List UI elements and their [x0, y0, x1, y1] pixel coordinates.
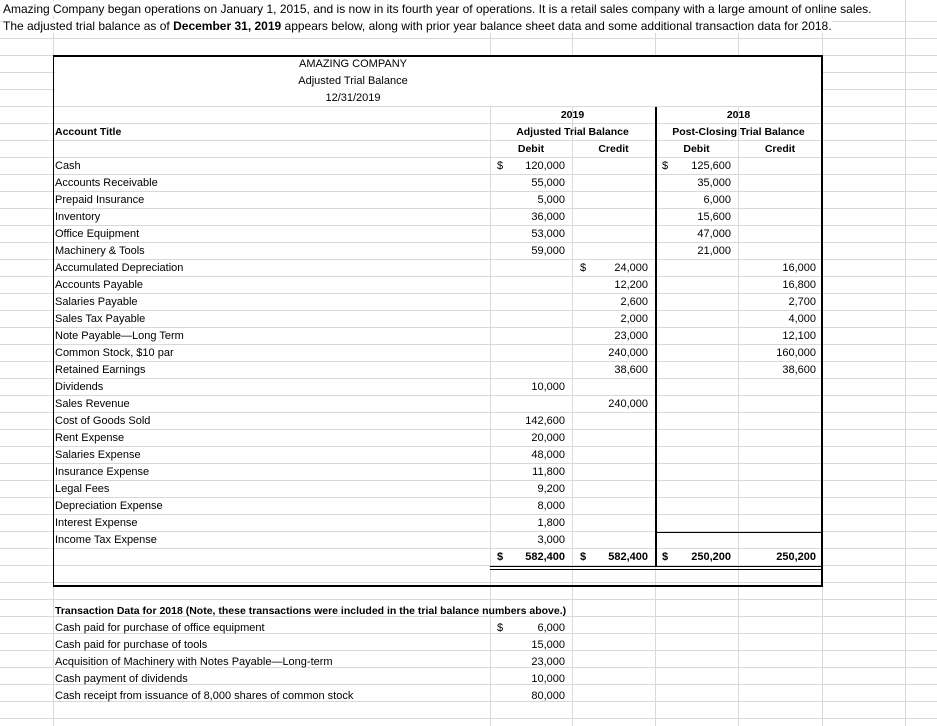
account-name: Accounts Payable [55, 279, 144, 291]
year-2018: 2018 [726, 109, 751, 121]
amount-c19: 2,000 [620, 313, 648, 325]
amount-c19: 240,000 [608, 398, 648, 410]
amount-c18: 16,800 [782, 279, 816, 291]
amount-d19: 8,000 [537, 500, 565, 512]
amount-c18: 38,600 [782, 364, 816, 376]
account-name: Legal Fees [55, 483, 110, 495]
amount-c18: 16,000 [782, 262, 816, 274]
transaction-amount: 23,000 [531, 656, 565, 668]
amount-c19: 12,200 [614, 279, 648, 291]
atb-header: Adjusted Trial Balance [516, 126, 629, 138]
account-name: Machinery & Tools [55, 245, 145, 257]
intro-text: The adjusted trial balance as of [3, 19, 174, 33]
account-name: Insurance Expense [55, 466, 150, 478]
total-c18: 250,200 [776, 551, 816, 563]
pctb-header: Post-Closing Trial Balance [672, 126, 805, 138]
amount-c19: 2,600 [620, 296, 648, 308]
dollar-sign: $ [580, 262, 587, 274]
amount-c19: 240,000 [608, 347, 648, 359]
transaction-label: Cash paid for purchase of tools [55, 639, 208, 651]
transaction-label: Cash payment of dividends [55, 673, 188, 685]
amount-d19: 53,000 [531, 228, 565, 240]
total-d18: 250,200 [691, 551, 731, 563]
account-name: Income Tax Expense [55, 534, 157, 546]
intro-line-1: Amazing Company began operations on January 1, 2015, and is now in its fourth year of operations. It is a retail sales company with a large amount of online sales. [3, 2, 872, 16]
transaction-amount: 15,000 [531, 639, 565, 651]
amount-d19: 48,000 [531, 449, 565, 461]
amount-d19: 20,000 [531, 432, 565, 444]
account-name: Cash [55, 160, 81, 172]
amount-c18: 160,000 [776, 347, 816, 359]
account-name: Prepaid Insurance [55, 194, 145, 206]
intro-date: December 31, 2019 [173, 19, 282, 33]
transaction-amount: 80,000 [531, 690, 565, 702]
amount-d18: 21,000 [697, 245, 731, 257]
report-date: 12/31/2019 [325, 92, 381, 104]
amount-d19: 3,000 [537, 534, 565, 546]
dollar-sign: $ [662, 160, 669, 172]
account-name: Common Stock, $10 par [55, 347, 174, 359]
amount-d19: 11,800 [532, 466, 565, 478]
amount-d19: 142,600 [525, 415, 565, 427]
report-title: Adjusted Trial Balance [298, 75, 408, 87]
intro-line-2 [3, 19, 832, 33]
amount-c18: 12,100 [782, 330, 816, 342]
account-name: Sales Tax Payable [55, 313, 146, 325]
dollar-sign: $ [580, 551, 587, 563]
amount-d19: 36,000 [531, 211, 565, 223]
transactions-title: Transaction Data for 2018 (Note, these transactions were included in the trial balance numbers above.) [55, 605, 567, 617]
account-name: Rent Expense [55, 432, 125, 444]
dollar-sign: $ [662, 551, 669, 563]
amount-d18: 6,000 [703, 194, 731, 206]
account-title-header: Account Title [55, 126, 122, 138]
debit-2018-header: Debit [683, 143, 710, 155]
amount-c18: 2,700 [788, 296, 816, 308]
dollar-sign: $ [497, 551, 504, 563]
account-name: Note Payable—Long Term [55, 330, 184, 342]
debit-2019-header: Debit [517, 143, 545, 155]
transaction-amount: 10,000 [531, 673, 565, 685]
account-name: Office Equipment [55, 228, 140, 240]
account-name: Sales Revenue [55, 398, 130, 410]
account-name: Cost of Goods Sold [55, 415, 151, 427]
credit-2019-header: Credit [598, 143, 629, 155]
account-name: Salaries Expense [55, 449, 141, 461]
dollar-sign: $ [497, 622, 504, 634]
credit-2018-header: Credit [764, 143, 796, 155]
dollar-sign: $ [497, 160, 504, 172]
company-name: AMAZING COMPANY [299, 58, 407, 70]
account-name: Accounts Receivable [55, 177, 158, 189]
amount-d19: 55,000 [531, 177, 565, 189]
account-name: Interest Expense [55, 517, 138, 529]
account-name: Retained Earnings [55, 364, 146, 376]
total-d19: 582,400 [525, 551, 565, 563]
account-name: Accumulated Depreciation [55, 262, 184, 274]
intro-text: appears below, along with prior year balance sheet data and some additional transaction data for 2018. [281, 19, 832, 33]
account-name: Depreciation Expense [55, 500, 163, 512]
amount-d18: 35,000 [697, 177, 731, 189]
transaction-label: Acquisition of Machinery with Notes Payable—Long-term [55, 656, 333, 668]
account-name: Salaries Payable [55, 296, 138, 308]
transaction-amount: 6,000 [537, 622, 565, 634]
amount-d19: 10,000 [531, 381, 565, 393]
total-c19: 582,400 [608, 551, 648, 563]
transaction-label: Cash paid for purchase of office equipment [55, 622, 265, 634]
amount-c19: 24,000 [614, 262, 648, 274]
year-2019: 2019 [560, 109, 585, 121]
amount-d19: 120,000 [525, 160, 565, 172]
account-name: Dividends [55, 381, 104, 393]
amount-d19: 1,800 [537, 517, 565, 529]
amount-d19: 5,000 [537, 194, 565, 206]
amount-c19: 38,600 [614, 364, 648, 376]
amount-c19: 23,000 [614, 330, 648, 342]
amount-d18: 47,000 [697, 228, 731, 240]
amount-c18: 4,000 [788, 313, 816, 325]
transaction-label: Cash receipt from issuance of 8,000 shares of common stock [55, 690, 354, 702]
amount-d18: 125,600 [691, 160, 731, 172]
amount-d19: 59,000 [531, 245, 565, 257]
account-name: Inventory [55, 211, 101, 223]
amount-d18: 15,600 [697, 211, 731, 223]
amount-d19: 9,200 [537, 483, 565, 495]
